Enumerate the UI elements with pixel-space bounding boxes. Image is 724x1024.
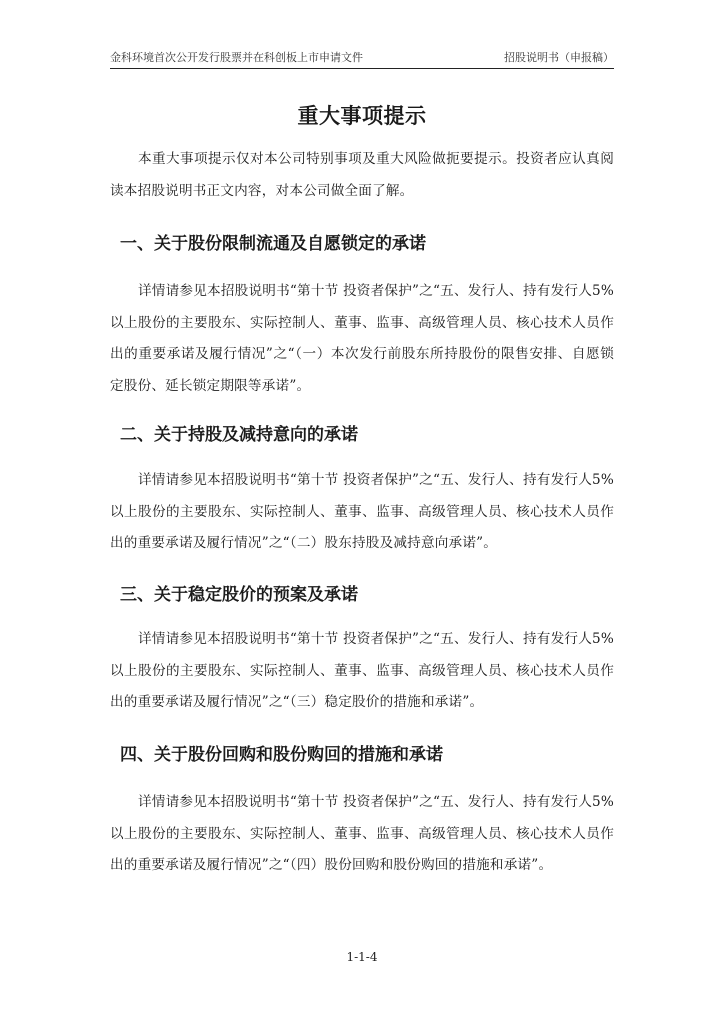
section-heading-4: 四、关于股份回购和股份购回的措施和承诺 [120, 745, 443, 765]
header-document-type: 招股说明书（申报稿） [504, 51, 614, 64]
section-body-1: 详情请参见本招股说明书“第十节 投资者保护”之“五、发行人、持有发行人5%以上股份的主要股东、实际控制人、董事、监事、高级管理人员、核心技术人员作出的重要承诺及履行情况”之“（一）本次发行前股东所持股份的限售安排、自愿锁定股份、延长锁定期限等承诺”。 [110, 283, 614, 394]
section-heading-3: 三、关于稳定股价的预案及承诺 [120, 585, 358, 605]
section-heading-1: 一、关于股份限制流通及自愿锁定的承诺 [120, 234, 426, 254]
page-number: 1-1-4 [346, 950, 378, 964]
header-document-name: 金科环境首次公开发行股票并在科创板上市申请文件 [110, 51, 363, 64]
section-body-3: 详情请参见本招股说明书“第十节 投资者保护”之“五、发行人、持有发行人5%以上股份的主要股东、实际控制人、董事、监事、高级管理人员、核心技术人员作出的重要承诺及履行情况”之“（三）稳定股价的措施和承诺”。 [110, 631, 614, 710]
section-body-2: 详情请参见本招股说明书“第十节 投资者保护”之“五、发行人、持有发行人5%以上股份的主要股东、实际控制人、董事、监事、高级管理人员、核心技术人员作出的重要承诺及履行情况”之“（二）股东持股及减持意向承诺”。 [110, 472, 614, 551]
running-header [110, 49, 614, 65]
section-body-4: 详情请参见本招股说明书“第十节 投资者保护”之“五、发行人、持有发行人5%以上股份的主要股东、实际控制人、董事、监事、高级管理人员、核心技术人员作出的重要承诺及履行情况”之“（四）股份回购和股份购回的措施和承诺”。 [110, 794, 614, 873]
section-heading-2: 二、关于持股及减持意向的承诺 [120, 425, 358, 445]
header-divider [110, 68, 614, 69]
intro-paragraph: 本重大事项提示仅对本公司特别事项及重大风险做扼要提示。投资者应认真阅读本招股说明书正文内容，对本公司做全面了解。 [110, 151, 614, 199]
page-title: 重大事项提示 [297, 104, 427, 128]
